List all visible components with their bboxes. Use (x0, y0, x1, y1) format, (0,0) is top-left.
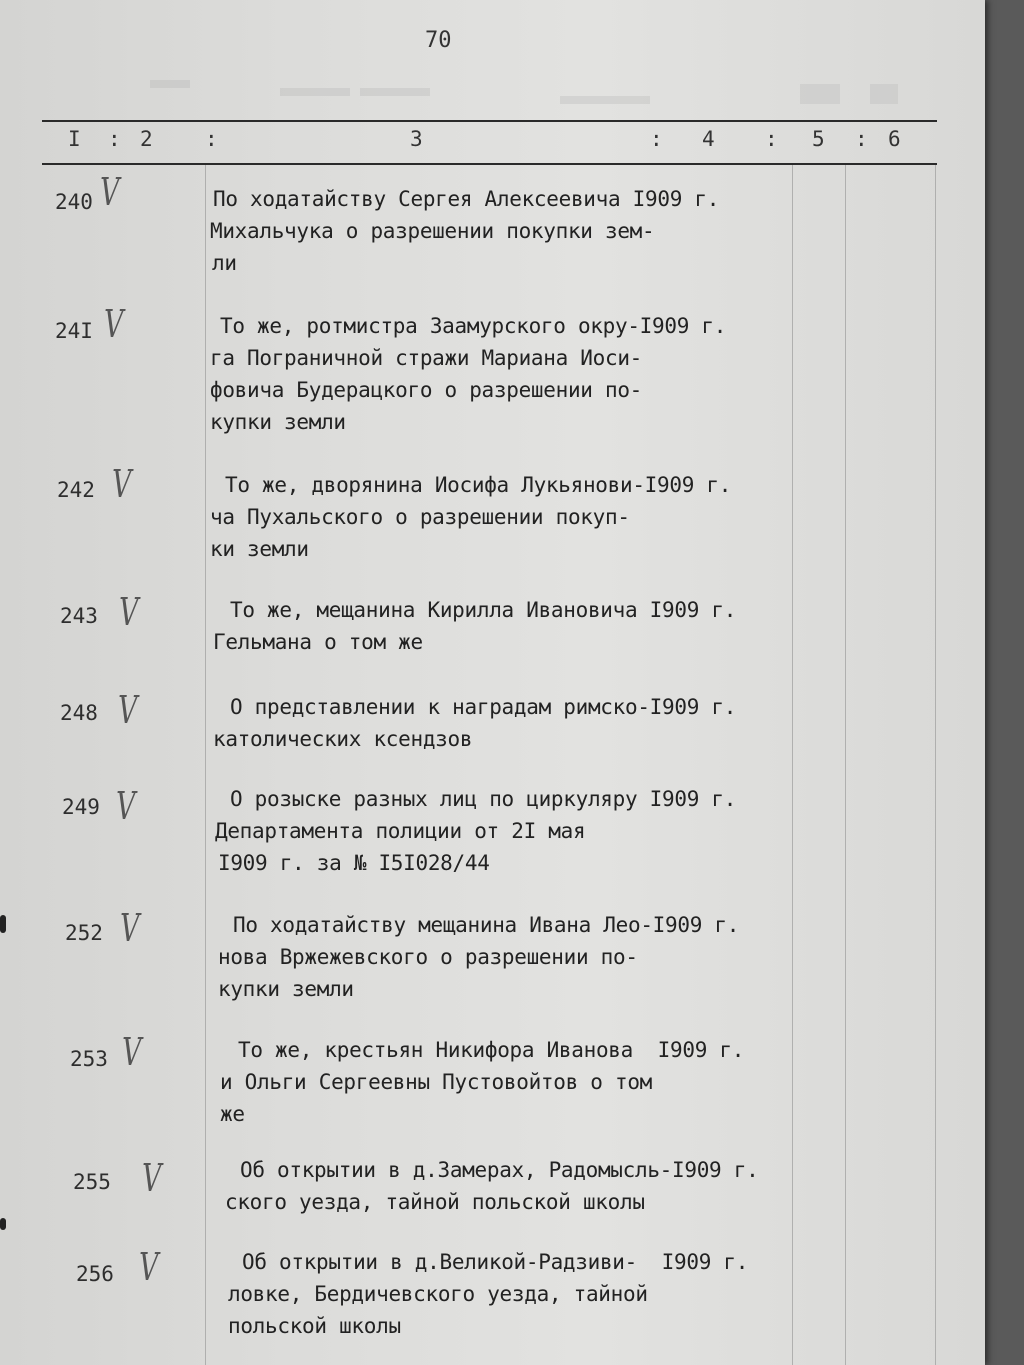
entry-number: 256 (76, 1262, 114, 1286)
entry-text-line: То же, крестьян Никифора Иванова I909 г. (238, 1038, 745, 1062)
entry-text-line: ча Пухальского о разрешении покуп- (210, 505, 630, 529)
entry-text-line: То же, ротмистра Заамурского окру-I909 г. (220, 314, 727, 338)
entry-text-line: Об открытии в д.Великой-Радзиви- I909 г. (242, 1250, 749, 1274)
entry-text-line: I909 г. за № I5I028/44 (218, 851, 490, 875)
entry-text-line: католических ксендзов (213, 727, 473, 751)
entry-text-line: ловке, Бердичевского уезда, тайной (228, 1282, 648, 1306)
entry-text-line: То же, дворянина Иосифа Лукьянови-I909 г. (225, 473, 732, 497)
entry-text-line: Департамента полиции от 2I мая (215, 819, 586, 843)
check-mark: V (122, 1030, 142, 1074)
column-header: 3 (410, 127, 423, 151)
entry-text-line: польской школы (228, 1314, 401, 1338)
entry-text-line: Гельмана о том же (213, 630, 423, 654)
column-header: 2 (140, 127, 153, 151)
entry-text-line: О представлении к наградам римско-I909 г. (230, 695, 737, 719)
check-mark: V (120, 906, 140, 950)
entry-text-line: ли (212, 251, 237, 275)
check-mark: V (139, 1245, 159, 1289)
entry-text-line: и Ольги Сергеевны Пустовойтов о том (220, 1070, 653, 1094)
entry-text-line: ки земли (210, 537, 309, 561)
check-mark: V (119, 590, 139, 634)
entry-text-line: Михальчука о разрешении покупки зем- (210, 219, 655, 243)
entry-number: 248 (60, 701, 98, 725)
check-mark: V (116, 784, 136, 828)
entry-number: 252 (65, 921, 103, 945)
column-header: 6 (888, 127, 901, 151)
column-divider (935, 165, 936, 1365)
entry-number: 255 (73, 1170, 111, 1194)
column-separator: : (650, 127, 663, 151)
column-header: I (68, 127, 81, 151)
column-divider (205, 165, 206, 1365)
entry-text-line: нова Вржежевского о разрешении по- (218, 945, 638, 969)
entry-number: 243 (60, 604, 98, 628)
check-mark: V (100, 170, 120, 214)
page-number: 70 (425, 28, 452, 53)
entry-text-line: О розыске разных лиц по циркуляру I909 г. (230, 787, 737, 811)
check-mark: V (118, 688, 138, 732)
check-mark: V (142, 1156, 162, 1200)
entry-text-line: купки земли (218, 977, 354, 1001)
column-separator: : (205, 127, 218, 151)
column-separator: : (108, 127, 121, 151)
entry-text-line: ского уезда, тайной польской школы (225, 1190, 645, 1214)
entry-number: 253 (70, 1047, 108, 1071)
entry-number: 249 (62, 795, 100, 819)
check-mark: V (112, 462, 132, 506)
column-divider (792, 165, 793, 1365)
entry-text-line: По ходатайству Сергея Алексеевича I909 г. (213, 187, 720, 211)
entry-text-line: То же, мещанина Кирилла Ивановича I909 г. (230, 598, 737, 622)
entry-number: 240 (55, 190, 93, 214)
column-header: 4 (702, 127, 715, 151)
header-bottom-rule (42, 163, 937, 165)
entry-text-line: По ходатайству мещанина Ивана Лео-I909 г. (233, 913, 740, 937)
bleed-through-header (0, 60, 985, 110)
entry-text-line: купки земли (210, 410, 346, 434)
column-separator: : (765, 127, 778, 151)
binding-mark (0, 1218, 6, 1230)
entry-text-line: фовича Будерацкого о разрешении по- (210, 378, 643, 402)
entry-number: 24I (55, 319, 93, 343)
entry-text-line: же (220, 1102, 245, 1126)
entry-text-line: га Пограничной стражи Мариана Иоси- (210, 346, 643, 370)
entry-text-line: Об открытии в д.Замерах, Радомысль-I909 г. (240, 1158, 759, 1182)
check-mark: V (104, 302, 124, 346)
column-header: 5 (812, 127, 825, 151)
entry-number: 242 (57, 478, 95, 502)
column-separator: : (855, 127, 868, 151)
column-divider (845, 165, 846, 1365)
header-top-rule (42, 120, 937, 122)
binding-mark (0, 915, 6, 933)
